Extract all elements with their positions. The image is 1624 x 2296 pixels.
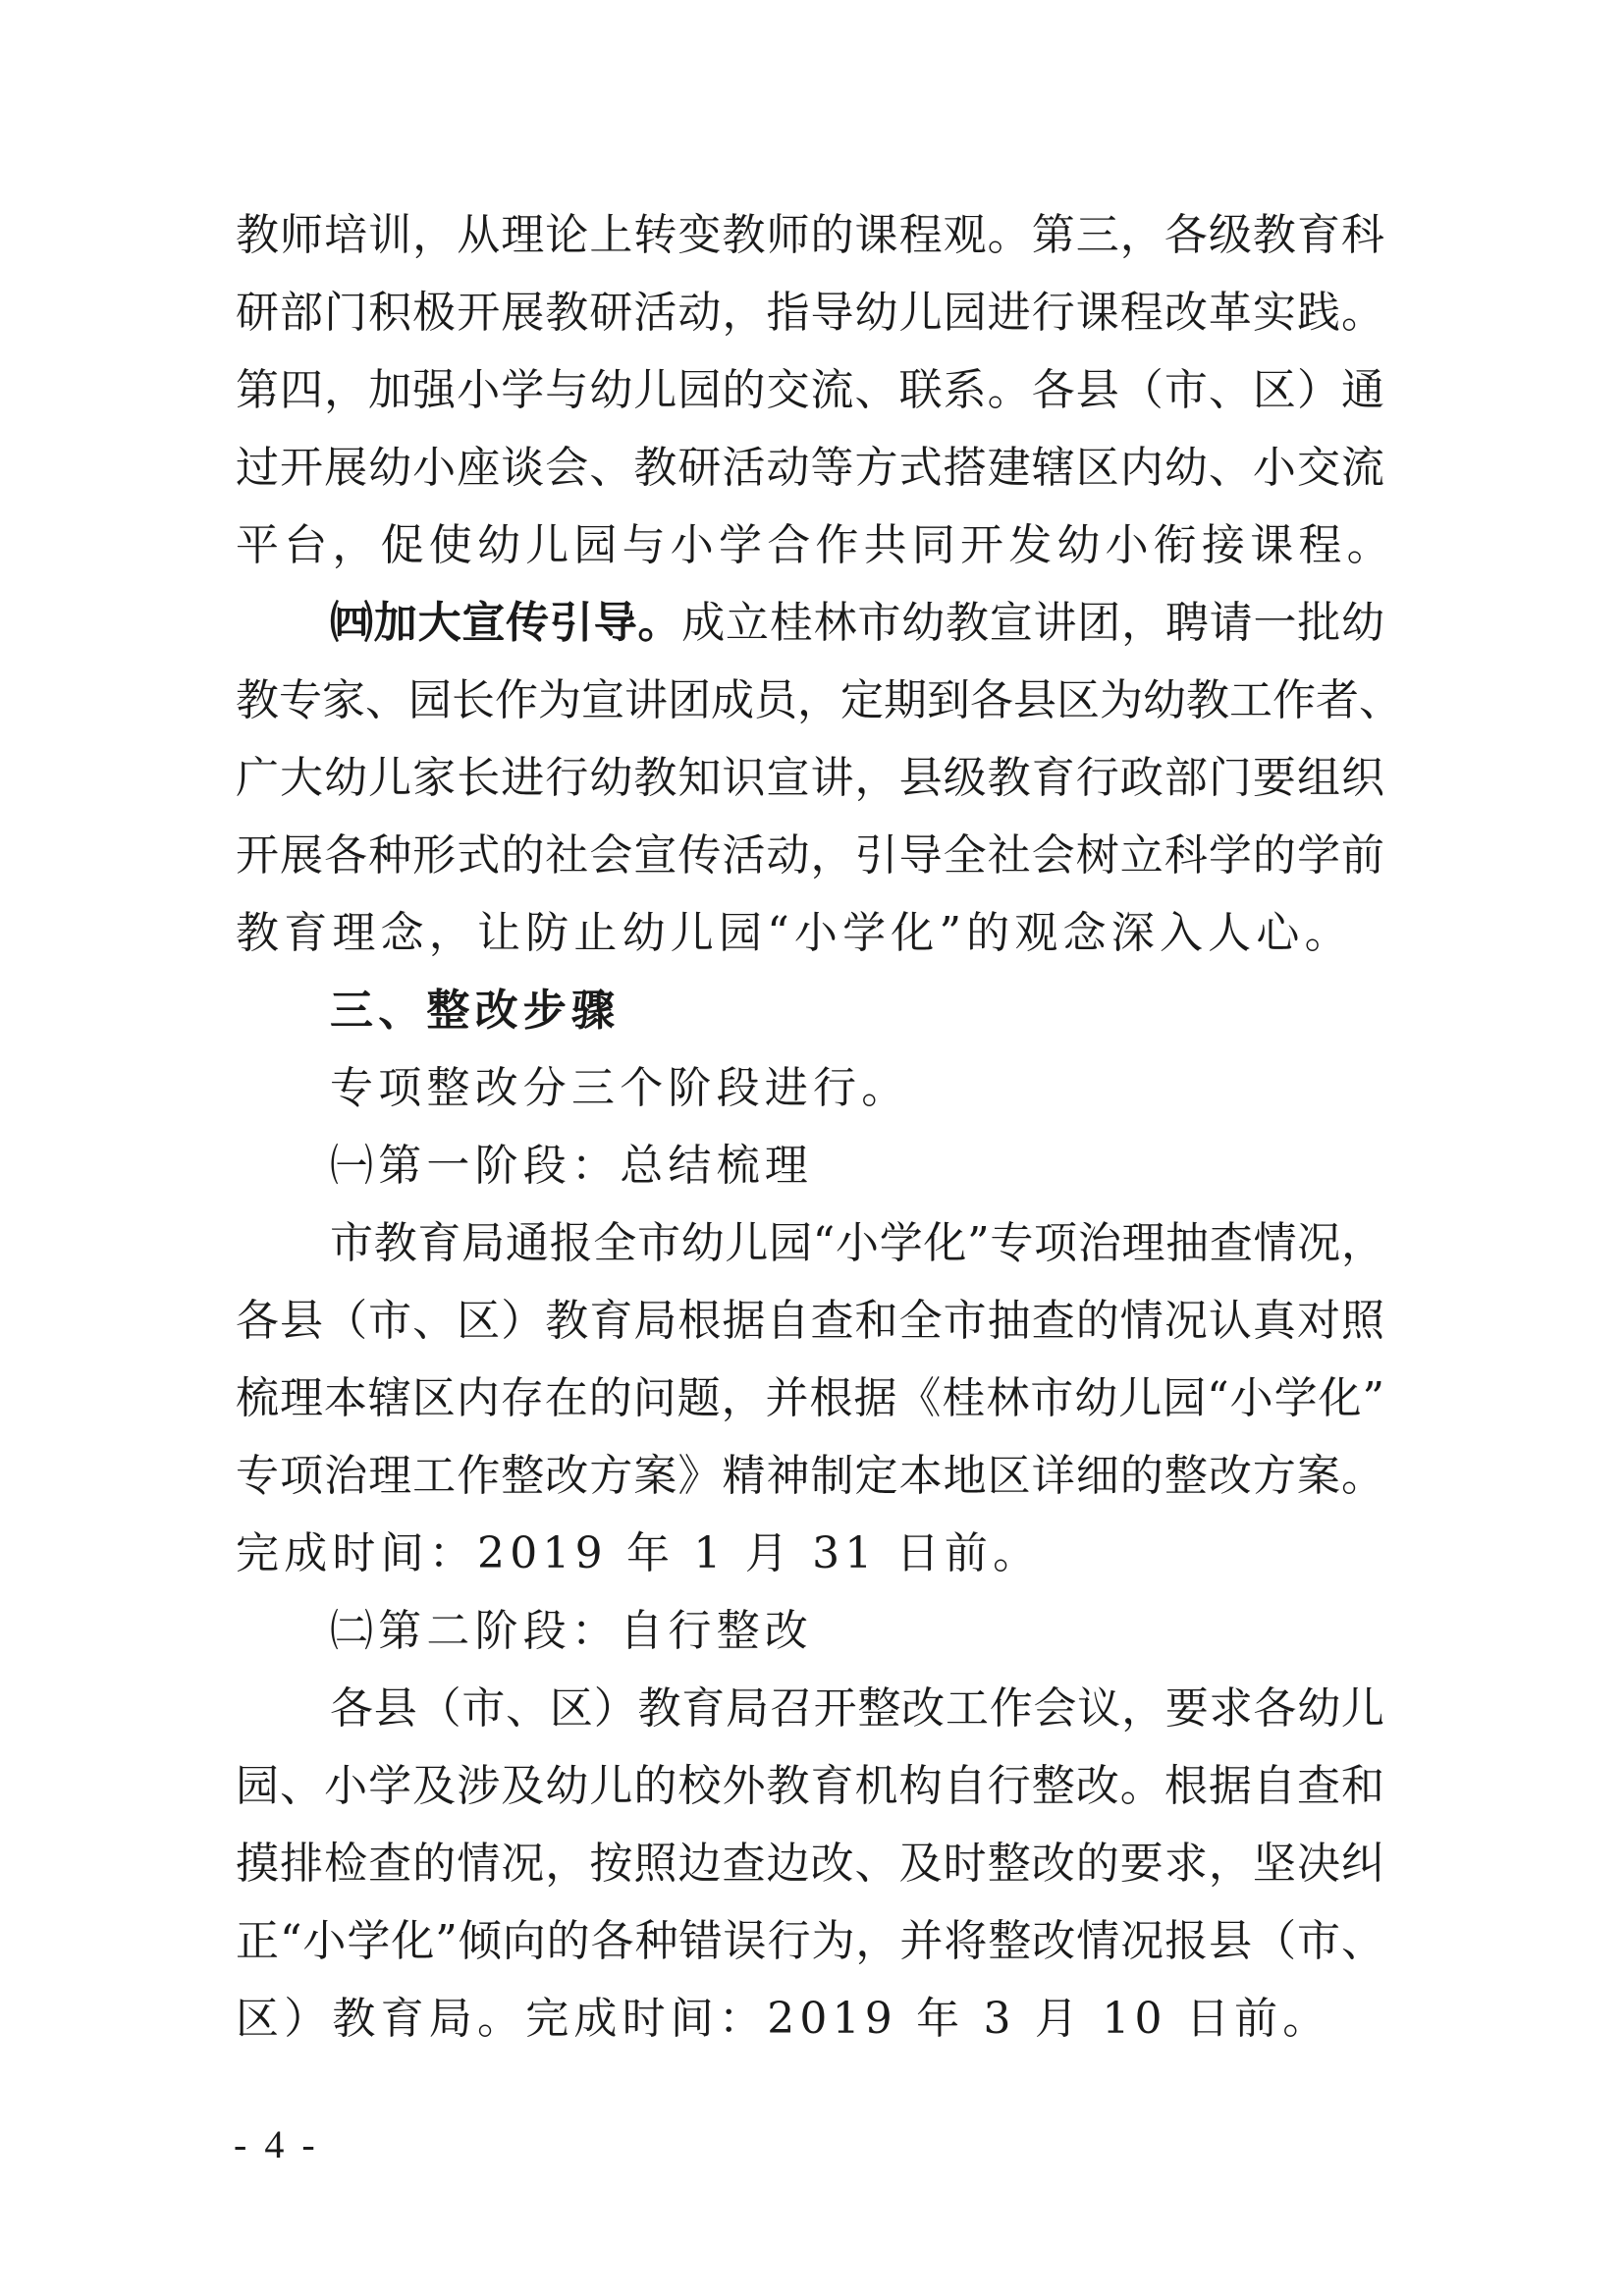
paragraph-line: 园、小学及涉及幼儿的校外教育机构自行整改。根据自查和 [236,1761,1384,1811]
paragraph-line: 过开展幼小座谈会、教研活动等方式搭建辖区内幼、小交流 [236,443,1384,493]
paragraph-line: 研部门积极开展教研活动，指导幼儿园进行课程改革实践。 [236,288,1384,338]
paragraph-line: 平台，促使幼儿园与小学合作共同开发幼小衔接课程。 [236,520,1395,570]
section-heading: 三、整改步骤 [330,986,621,1036]
stage-1-heading: ㈠第一阶段：总结梳理 [330,1141,813,1191]
paragraph-line: 教师培训，从理论上转变教师的课程观。第三，各级教育科 [236,210,1384,260]
paragraph-line: 完成时间：2019 年 1 月 31 日前。 [236,1528,1042,1578]
paragraph-line: 区）教育局。完成时间：2019 年 3 月 10 日前。 [236,1994,1331,2044]
paragraph-line: 各县（市、区）教育局根据自查和全市抽查的情况认真对照 [236,1296,1384,1346]
paragraph-line: 教育理念，让防止幼儿园“小学化”的观念深入人心。 [236,908,1353,958]
paragraph-line: 广大幼儿家长进行幼教知识宣讲，县级教育行政部门要组织 [236,753,1384,803]
section-intro: 专项整改分三个阶段进行。 [330,1063,910,1113]
paragraph-first-line [236,584,1384,662]
paragraph-line: 开展各种形式的社会宣传活动，引导全社会树立科学的学前 [236,830,1384,881]
paragraph-line: 第四，加强小学与幼儿园的交流、联系。各县（市、区）通 [236,365,1384,415]
paragraph-line: 梳理本辖区内存在的问题，并根据《桂林市幼儿园“小学化” [236,1373,1384,1423]
paragraph-line: 市教育局通报全市幼儿园“小学化”专项治理抽查情况， [330,1218,1384,1268]
subsection-heading-4: ㈣加大宣传引导。 [330,598,682,648]
paragraph-line: 教专家、园长作为宣讲团成员，定期到各县区为幼教工作者、 [236,675,1402,725]
paragraph-line-rest: 成立桂林市幼教宣讲团，聘请一批幼 [681,598,1385,648]
paragraph-line: 正“小学化”倾向的各种错误行为，并将整改情况报县（市、 [236,1916,1384,1966]
page-number: - 4 - [234,2122,319,2166]
paragraph-line: 各县（市、区）教育局召开整改工作会议，要求各幼儿 [330,1683,1384,1734]
paragraph-line: 专项治理工作整改方案》精神制定本地区详细的整改方案。 [236,1451,1384,1501]
document-body [236,196,1402,2057]
stage-2-heading: ㈡第二阶段：自行整改 [330,1606,813,1656]
paragraph-line: 摸排检查的情况，按照边查边改、及时整改的要求，坚决纠 [236,1839,1384,1889]
